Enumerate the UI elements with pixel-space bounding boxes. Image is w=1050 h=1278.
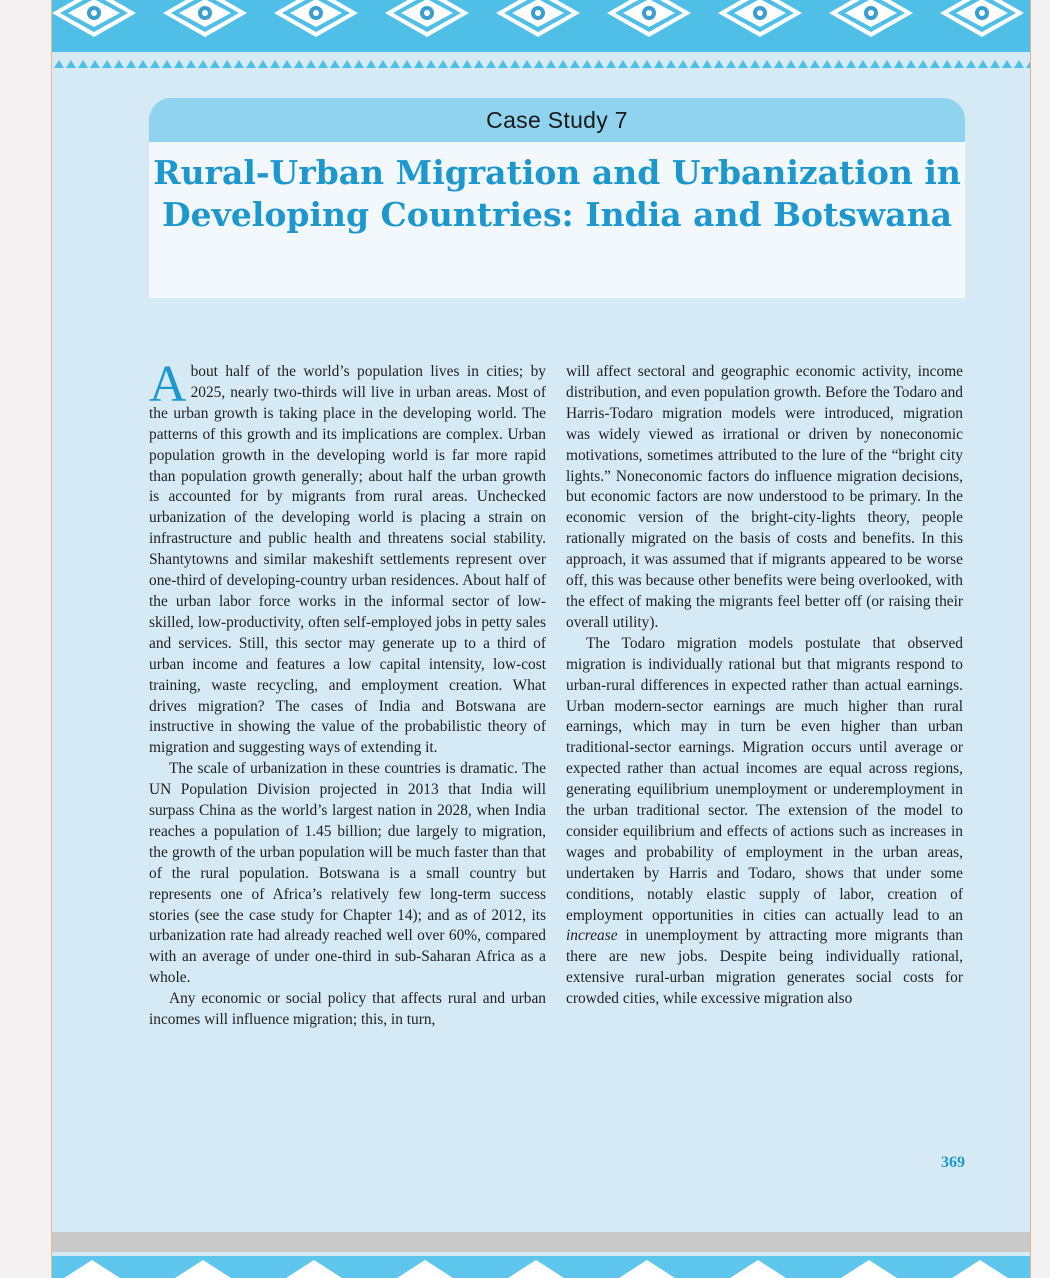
drop-cap: A: [149, 356, 187, 413]
case-study-label: Case Study 7: [486, 106, 628, 133]
right-column: [566, 362, 963, 1010]
decorative-bottom-border: [52, 1224, 1030, 1278]
book-page: [52, 0, 1030, 1278]
case-study-title: [149, 152, 965, 236]
left-column: [149, 356, 546, 1031]
paragraph: The Todaro migration models postulate that observed migration is individually rational but that migrants respond to urban-rural differences in expected rather than actual earnings. Urban modern-sector earnings are much higher than rural earnings, which may in turn be even higher than urban traditional-sector earnings. Migration occurs until average or expected rather than actual incomes are equal across regions, generating equilibrium unemployment or underemployment in the urban traditional sector. The extension of the model to consider equilibrium and effects of actions such as increases in wages and probability of employment in the urban areas, undertaken by Harris and Todaro, shows that under some conditions, notably elastic supply of labor, creation of employment opportunities in cities can actually lead to an increase in unemployment by attracting more migrants than there are new jobs. Despite being individually rational, extensive rural-urban migration generates social costs for crowded cities, while excessive migration also: [566, 634, 963, 1008]
paragraph: will affect sectoral and geographic economic activity, income distribution, and even population growth. Before the Todaro and Harris-Todaro migration models were introduced, migration was widely viewed as irrational or driven by noneconomic motivations, sometimes attributed to the lure of the “bright city lights.” Noneconomic factors do influence migration decisions, but economic factors are now understood to be primary. In the economic version of the bright-city-lights theory, people rationally migrated on the basis of costs and benefits. In this approach, it was assumed that if migrants appeared to be worse off, this was because other benefits were being overlooked, with the effect of making the migrants feel better off (or raising their overall utility).: [566, 363, 963, 631]
title-line-2: Developing Countries: India and Botswana: [162, 195, 952, 234]
paragraph: About half of the world’s population lives in cities; by 2025, nearly two-thirds will live in urban areas. Most of the urban growth is taking place in the developing world. The patterns of this growth and its implications are complex. Urban population growth in the developing world is far more rapid than population growth generally; about half the urban growth is accounted for by migrants from rural areas. Unchecked urbanization of the developing world is placing a strain on infrastructure and public health and threatens social stability. Shantytowns and similar makeshift settlements represent over one-third of developing-country urban residences. About half of the urban labor force works in the informal sector of low-skilled, low-productivity, often self-employed jobs in petty sales and services. Still, this sector may generate up to a third of urban income and features a low capital intensity, low-cost training, waste recycling, and employment creation. What drives migration? The cases of India and Botswana are instructive in showing the value of the probabilistic theory of migration and suggesting ways of extending it.: [149, 356, 546, 757]
case-study-label-tab: [149, 98, 965, 142]
emphasis: increase: [566, 927, 618, 945]
paragraph: The scale of urbanization in these countries is dramatic. The UN Population Division projected in 2013 that India will surpass China as the world’s largest nation in 2028, when India reaches a population of 1.45 billion; due largely to migration, the growth of the urban population will be much faster than that of the rural population. Botswana is a small country but represents one of Africa’s relatively few long-term success stories (see the case study for Chapter 14); and as of 2012, its urbanization rate had already reached well over 60%, compared with an average of under one-third in sub-Saharan Africa as a whole.: [149, 760, 546, 987]
title-box: [149, 142, 965, 298]
paragraph: Any economic or social policy that affects rural and urban incomes will influence migration; this, in turn,: [149, 990, 546, 1029]
decorative-top-border: [52, 0, 1030, 72]
page-number: 369: [941, 1154, 965, 1171]
title-line-1: Rural-Urban Migration and Urbanization in: [153, 153, 961, 192]
